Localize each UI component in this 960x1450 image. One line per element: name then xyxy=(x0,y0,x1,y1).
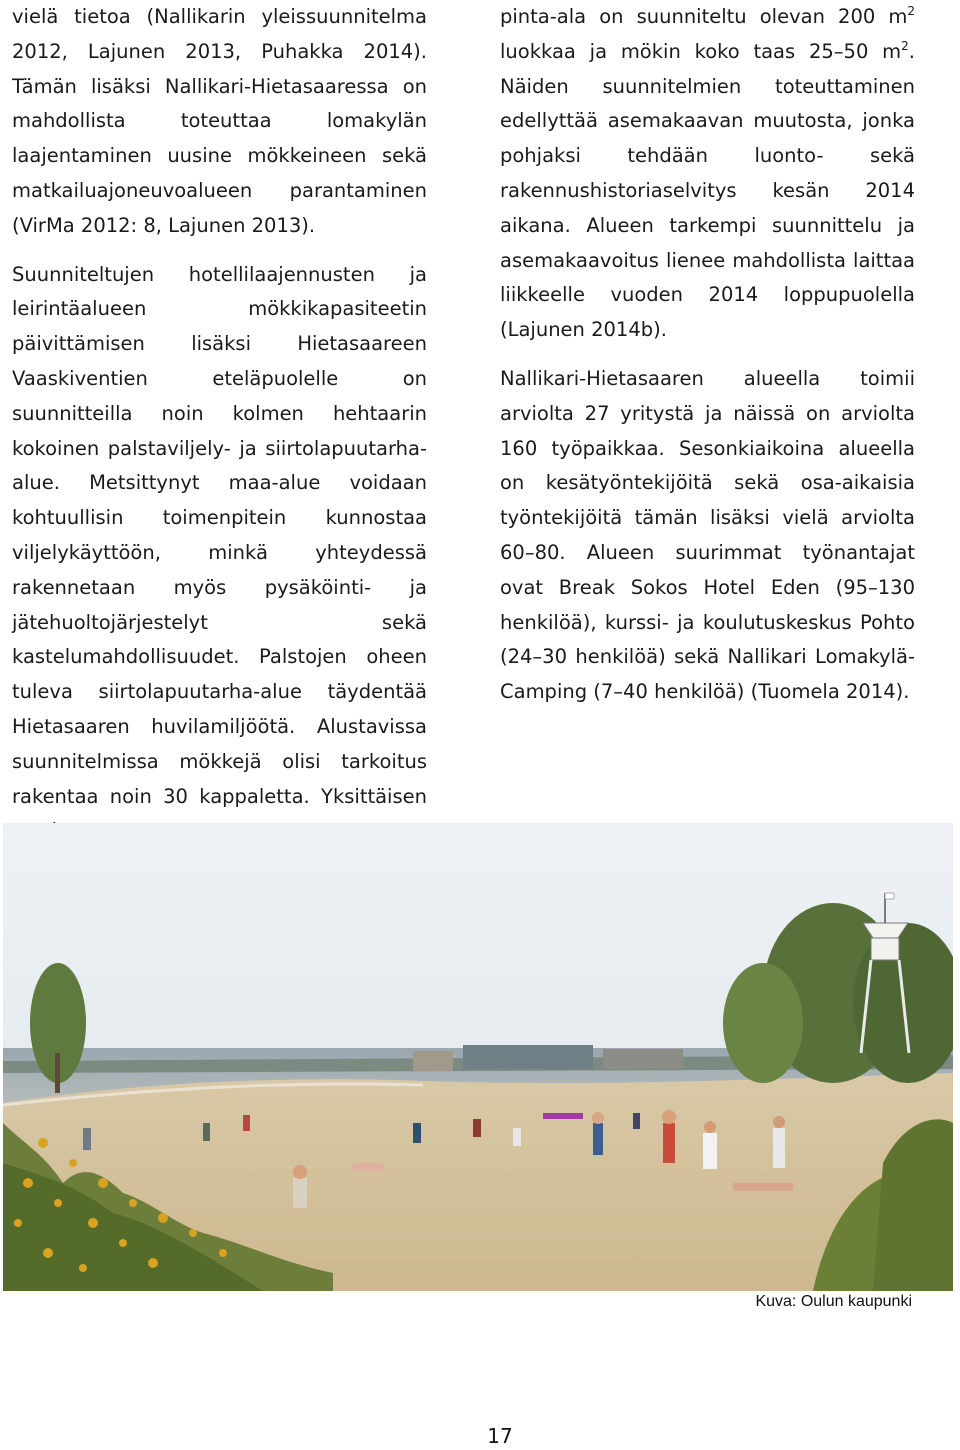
photo-caption: Kuva: Oulun kaupunki xyxy=(755,1293,912,1310)
right-paragraph-2: Nallikari-Hietasaaren alueella toimii arviolta 27 yritystä ja näissä on arviolta 160 työpaikkaa. Sesonkiaikoina alueella on kesätyöntekijöitä sekä osa-aikaisia työntekijöitä tämän lisäksi vielä arviolta 60–80. Alueen suurimmat työnantajat ovat Break Sokos Hotel Eden (95–130 henkilöä), kurssi- ja koulutuskeskus Pohto (24–30 henkilöä) sekä Nallikari Lomakylä-Camping (7–40 henkilöä) (Tuomela 2014). xyxy=(500,366,915,704)
left-paragraph-2: Suunniteltujen hotellilaajennusten ja leirintäalueen mökkikapasiteetin päivittämisen lisäksi Hietasaareen Vaaskiventien eteläpuolelle on suunnitteilla noin kolmen hehtaarin kokoinen palstaviljely- ja siirtolapuutarha-alue. Metsittynyt maa-alue voidaan kohtuullisin toimenpitein kunnostaa viljelykäyttöön, minkä yhteydessä rakennetaan myös pysäköinti- ja jätehuoltojärjestelyt sekä kastelumahdollisuudet. Palstojen oheen tuleva siirtolapuutarha-alue täydentää Hietasaaren huvilamiljöötä. Alustavissa suunnitelmissa mökkejä olisi tarkoitus rakentaa noin 30 kappaletta. Yksittäisen xyxy=(12,262,427,808)
left-column xyxy=(12,0,427,863)
right-paragraph-1-part-b: luokkaa ja mökin koko taas 25–50 m xyxy=(500,39,902,63)
beach-photo xyxy=(3,823,953,1291)
right-column xyxy=(500,0,915,724)
right-paragraph-1-part-c: . Näiden suunnitelmien toteuttaminen edellyttää asemakaavan muutosta, jonka pohjaksi tehdään luonto- sekä rakennushistoriaselvitys kesän 2014 aikana. Alueen tarkempi suunnittelu ja asemakaavoitus lienee mahdollista laittaa liikkeelle vuoden 2014 loppupuolella (Lajunen 2014b). xyxy=(500,39,915,342)
page-number: 17 xyxy=(487,1424,513,1448)
left-paragraph-1: vielä tietoa (Nallikarin yleissuunnitelma 2012, Lajunen 2013, Puhakka 2014). Tämän lisäksi Nallikari-Hietasaaressa on mahdollista toteuttaa lomakylän laajentaminen uusine mökkeineen sekä matkailuajoneuvoalueen parantaminen (VirMa 2012: 8, Lajunen 2013). xyxy=(12,5,427,237)
right-paragraph-1-part-a: pinta-ala on suunniteltu olevan 200 m xyxy=(500,5,908,28)
superscript-square-2: 2 xyxy=(901,38,909,53)
right-paragraph-1 xyxy=(500,0,915,348)
superscript-square-1: 2 xyxy=(907,4,915,18)
